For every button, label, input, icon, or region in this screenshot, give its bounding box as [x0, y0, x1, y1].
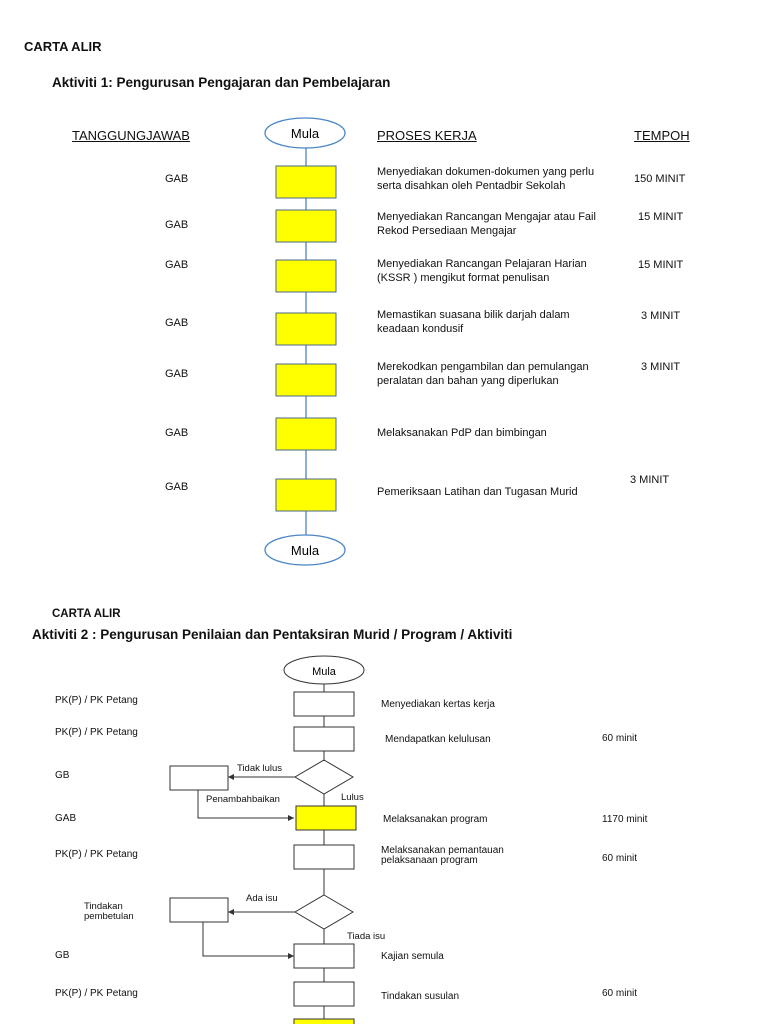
row3-time: 15 MINIT: [638, 259, 684, 271]
section2-label: CARTA ALIR: [52, 608, 121, 620]
flow1-process-box-5: [276, 364, 336, 396]
flow1-process-box-4: [276, 313, 336, 345]
flow2-box-kertas-kerja: [294, 692, 354, 716]
header-responsibility: TANGGUNGJAWAB: [72, 128, 190, 143]
s2-row6-process: Kajian semula: [381, 951, 444, 962]
flow1-process-box-1: [276, 166, 336, 198]
s2-row2-process: Mendapatkan kelulusan: [385, 734, 491, 745]
row1-process: Menyediakan dokumen-dokumen yang perlu serta disahkan oleh Pentadbir Sekolah: [377, 166, 595, 192]
s2-row6-resp: GB: [55, 950, 70, 961]
flow2-box-tindakan-susulan: [294, 982, 354, 1006]
flow2-box-pemantauan: [294, 845, 354, 869]
s2-row2-resp: PK(P) / PK Petang: [55, 727, 138, 738]
label-tindakan-pembetulan: Tindakan pembetulan: [84, 901, 134, 922]
flow2-box-tindakan-pembetulan: [170, 898, 228, 922]
flow2-decision-1: [295, 760, 353, 794]
s2-row7-process: Tindakan susulan: [381, 991, 460, 1002]
s2-row1-resp: PK(P) / PK Petang: [55, 695, 138, 706]
flow2-decision-2: [295, 895, 353, 929]
label-penambahbaikan: Penambahbaikan: [206, 794, 280, 805]
label-ada-isu: Ada isu: [246, 893, 278, 904]
row5-resp: GAB: [165, 368, 189, 380]
row2-resp: GAB: [165, 219, 189, 231]
flow1-process-box-2: [276, 210, 336, 242]
flow1-process-box-6: [276, 418, 336, 450]
s2-row7-time: 60 minit: [602, 988, 638, 999]
flow2-start-text: Mula: [312, 666, 336, 678]
flow1-process-box-3: [276, 260, 336, 292]
row6-resp: GAB: [165, 427, 189, 439]
row5-process: Merekodkan pengambilan dan pemulangan peralatan dan bahan yang diperlukan: [377, 361, 589, 387]
flow1-start-text: Mula: [290, 126, 320, 141]
row1-resp: GAB: [165, 173, 189, 185]
s2-row4-time: 1170 minit: [602, 814, 648, 825]
flow2-box-penambahbaikan: [170, 766, 228, 790]
row7-time: 3 MINIT: [630, 474, 670, 486]
row4-process: Memastikan suasana bilik darjah dalam keadaan kondusif: [377, 309, 570, 335]
label-tidak-lulus: Tidak lulus: [237, 763, 283, 774]
s2-row2-time: 60 minit: [602, 733, 638, 744]
s2-row5-time: 60 minit: [602, 853, 638, 864]
flow1-end-text: Mula: [290, 543, 320, 558]
s2-row5-process: Melaksanakan pemantauan pelaksanaan program: [381, 845, 504, 866]
row5-time: 3 MINIT: [641, 361, 681, 373]
flow2-box-melaksanakan: [296, 806, 356, 830]
s2-row4-resp: GAB: [55, 813, 77, 824]
header-process: PROSES KERJA: [377, 128, 477, 143]
s2-row1-process: Menyediakan kertas kerja: [381, 699, 495, 710]
row4-time: 3 MINIT: [641, 310, 681, 322]
label-tiada-isu: Tiada isu: [347, 931, 386, 942]
s2-row4-process: Melaksanakan program: [383, 814, 488, 825]
row4-resp: GAB: [165, 317, 189, 329]
flow2-box-kajian-semula: [294, 944, 354, 968]
s2-row5-resp: PK(P) / PK Petang: [55, 849, 138, 860]
row6-process: Melaksanakan PdP dan bimbingan: [377, 427, 547, 439]
row1-time: 150 MINIT: [634, 173, 686, 185]
row2-time: 15 MINIT: [638, 211, 684, 223]
row3-resp: GAB: [165, 259, 189, 271]
header-time: TEMPOH: [634, 128, 690, 143]
section2-title: Aktiviti 2 : Pengurusan Penilaian dan Pentaksiran Murid / Program / Aktiviti: [32, 627, 513, 642]
row7-resp: GAB: [165, 481, 189, 493]
s2-row3-resp: GB: [55, 770, 70, 781]
section1-label: CARTA ALIR: [24, 39, 102, 54]
section1-title: Aktiviti 1: Pengurusan Pengajaran dan Pembelajaran: [52, 75, 391, 90]
label-lulus: Lulus: [341, 792, 364, 803]
flow2-box-kelulusan: [294, 727, 354, 751]
row3-process: Menyediakan Rancangan Pelajaran Harian (KSSR ) mengikut format penulisan: [377, 258, 587, 284]
s2-row7-resp: PK(P) / PK Petang: [55, 988, 138, 999]
flow1-process-box-7: [276, 479, 336, 511]
row2-process: Menyediakan Rancangan Mengajar atau Fail Rekod Persediaan Mengajar: [377, 211, 596, 237]
row7-process: Pemeriksaan Latihan dan Tugasan Murid: [377, 486, 578, 498]
flow2-box-partial: [294, 1019, 354, 1024]
